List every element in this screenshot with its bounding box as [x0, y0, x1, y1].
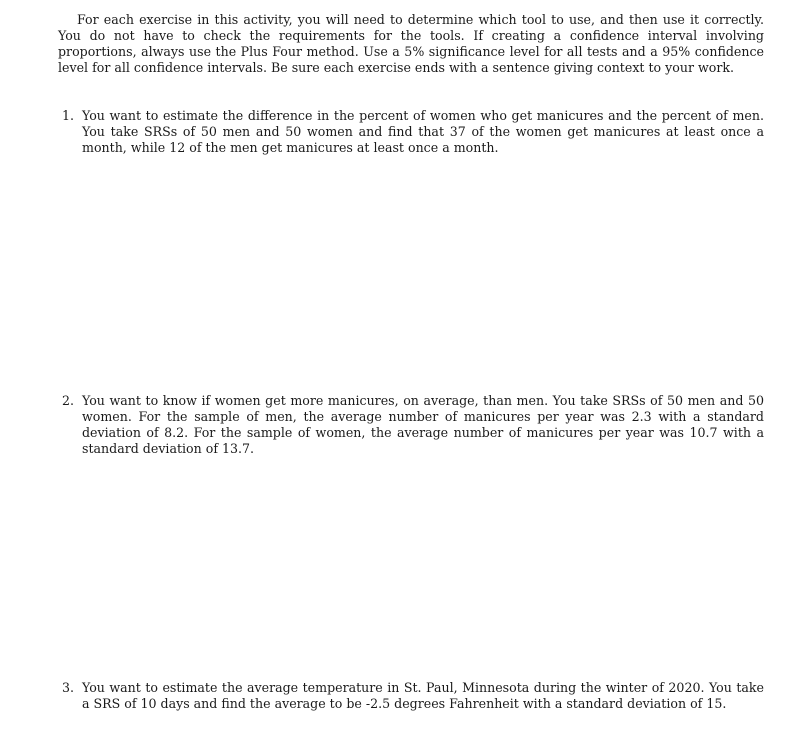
exercise-text: You want to estimate the average temperature in St. Paul, Minnesota during the winter of 2020. You take a SRS of 10 days and find the average to be -2.5 degrees Fahrenheit with a standard deviation of 15. [82, 680, 764, 711]
exercise-number: 3. [62, 680, 75, 695]
exercise-1 [62, 108, 764, 156]
instructions-paragraph: For each exercise in this activity, you will need to determine which tool to use, and then use it correctly. You do not have to check the requirements for the tools. If creating a confidence interval involving proportions, always use the Plus Four method. Use a 5% significance level for all tests and a 95% confidence level for all confidence intervals. Be sure each exercise ends with a sentence giving context to your work. [58, 12, 764, 75]
exercise-number: 2. [62, 393, 75, 408]
exercise-3 [62, 680, 764, 712]
exercise-2 [62, 393, 764, 457]
exercise-text: You want to know if women get more manicures, on average, than men. You take SRSs of 50 men and 50 women. For the sample of men, the average number of manicures per year was 2.3 with a standard deviation of 8.2. For the sample of women, the average number of manicures per year was 10.7 with a standard deviation of 13.7. [82, 393, 764, 456]
exercise-text: You want to estimate the difference in the percent of women who get manicures and the percent of men. You take SRSs of 50 men and 50 women and find that 37 of the women get manicures at least once a month, while 12 of the men get manicures at least once a month. [82, 108, 764, 155]
exercise-number: 1. [62, 108, 75, 123]
